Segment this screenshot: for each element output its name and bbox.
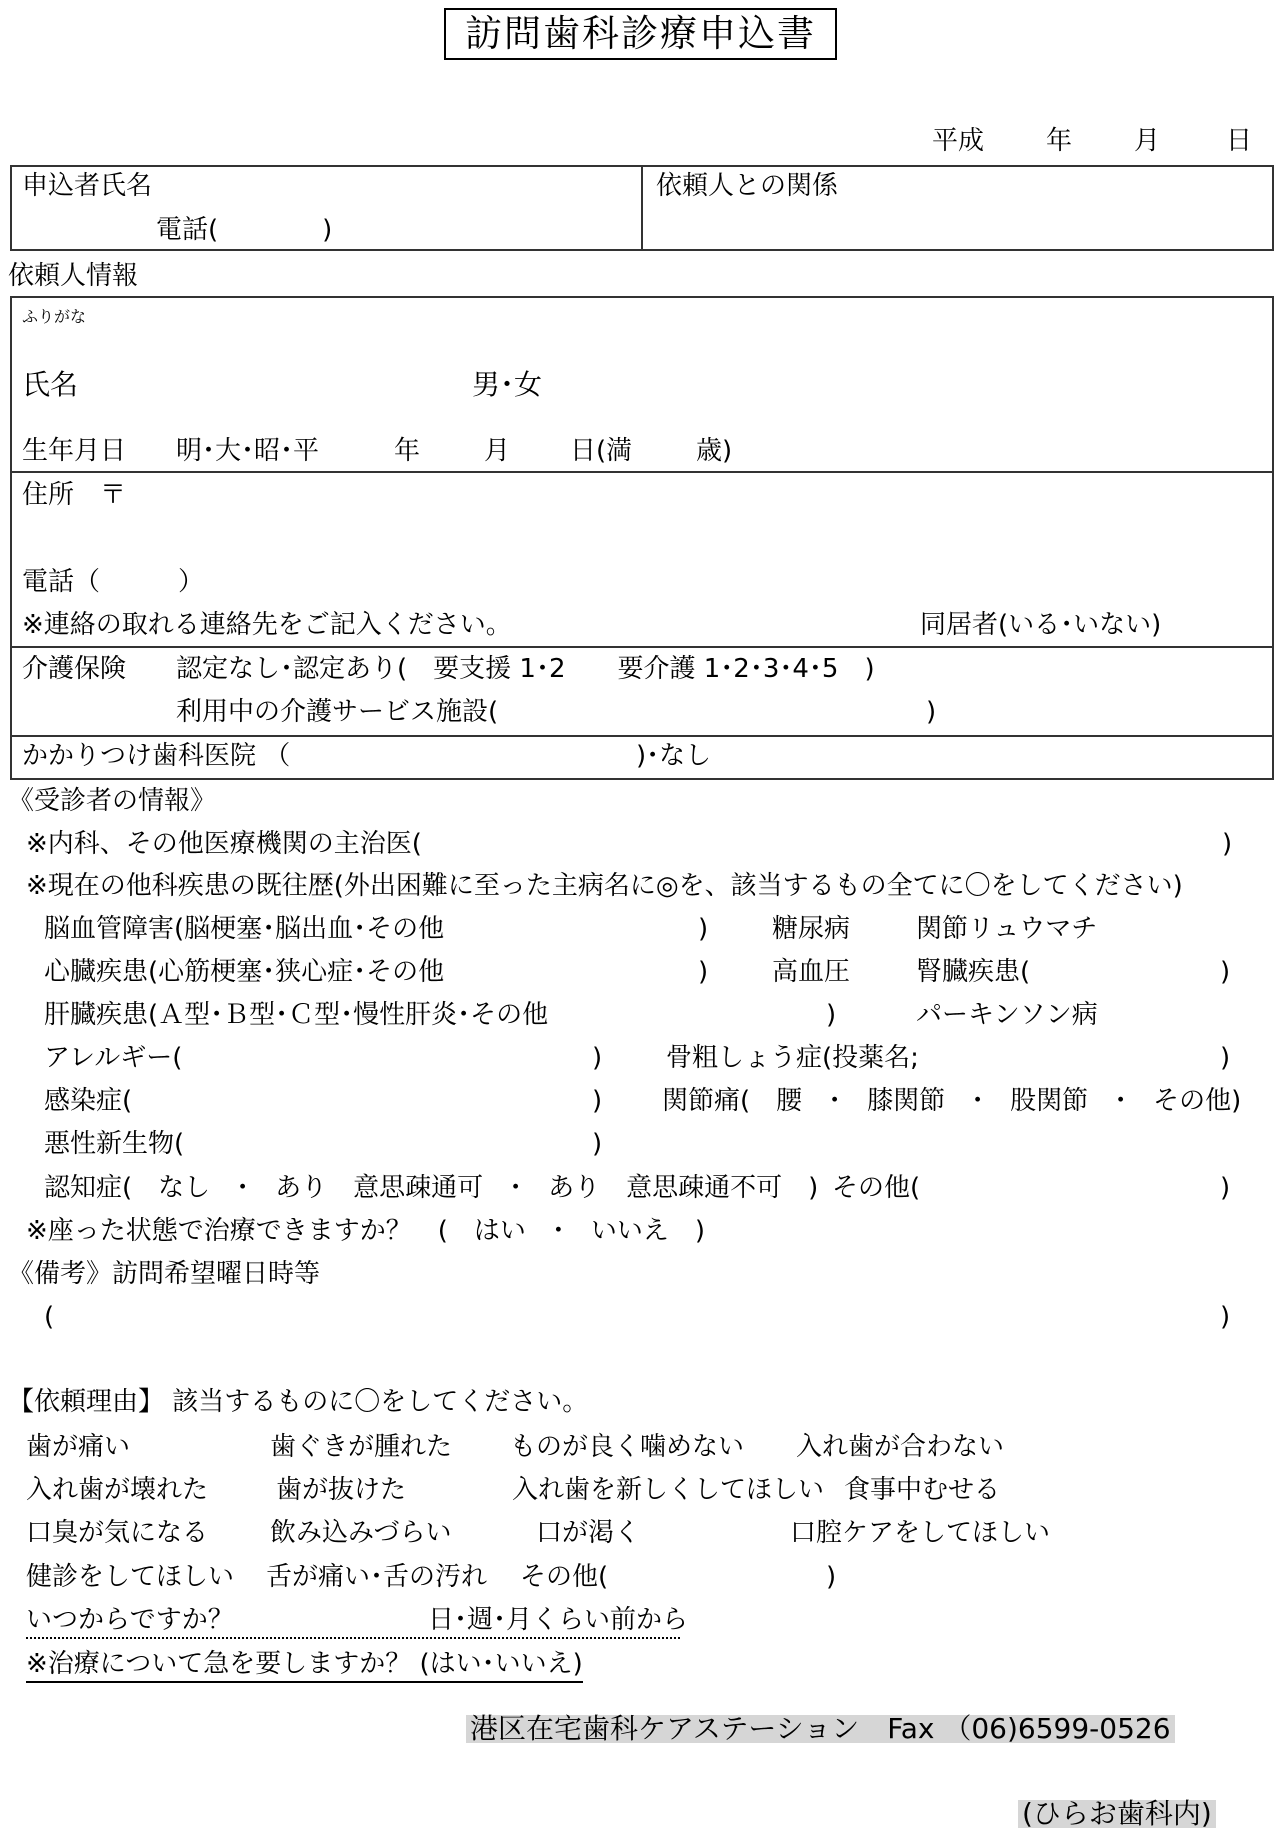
cerebro: 脳血管障害(脳梗塞･脳出血･その他 [44, 914, 445, 944]
close-paren: ) [1220, 957, 1231, 987]
divider [10, 471, 1274, 473]
care-service-close: ) [926, 697, 937, 727]
date-day: 日 [1226, 126, 1253, 156]
reason-item: 入れ歯を新しくしてほしい [512, 1475, 825, 1505]
sitting: ※座った状態で治療できますか？ ( はい ･ いいえ ) [26, 1216, 706, 1246]
reason-item: 口腔ケアをしてほしい [790, 1518, 1051, 1548]
care-service: 利用中の介護サービス施設( [176, 697, 499, 727]
clinic-name: (ひらお歯科内) [1018, 1800, 1216, 1828]
diabetes: 糖尿病 [772, 914, 851, 944]
station-contact: 港区在宅歯科ケアステーション Fax （06)6599-0526 [466, 1715, 1175, 1743]
applicant-name-label: 申込者氏名 [22, 171, 153, 201]
reason-item: 食事中むせる [844, 1475, 1001, 1505]
reason-item: 口が渇く [536, 1518, 641, 1548]
reason-item: 歯が抜けた [276, 1475, 407, 1505]
client-name-label: 氏名 [22, 368, 79, 401]
divider [10, 646, 1274, 648]
date-era: 平成 [932, 126, 985, 156]
birth-day-age: 日(満 [570, 436, 633, 466]
reason-item: 健診をしてほしい [26, 1562, 235, 1592]
physician-close: ) [1222, 829, 1233, 859]
rheuma: 関節リュウマチ [916, 914, 1098, 944]
furigana-label: ふりがな [22, 307, 87, 326]
client-info-label: 依頼人情報 [8, 261, 139, 291]
birth-month: 月 [484, 436, 511, 466]
neoplasm: 悪性新生物( [44, 1129, 185, 1159]
close-paren: ) [698, 914, 709, 944]
client-sex: 男･女 [472, 368, 543, 401]
reason-item: 口臭が気になる [26, 1518, 209, 1548]
reason-item: 飲み込みづらい [270, 1518, 452, 1548]
close-paren: ) [1220, 1173, 1231, 1203]
birth-label: 生年月日 [22, 436, 127, 466]
birth-age-end: 歳) [696, 436, 733, 466]
joint-pain: 関節痛( 腰 ･ 膝関節 ･ 股関節 ･ その他) [662, 1086, 1242, 1116]
remarks-close: ) [1220, 1302, 1231, 1332]
date-year: 年 [1046, 126, 1073, 156]
reason-item: 入れ歯が合わない [796, 1432, 1005, 1462]
remarks-open: ( [44, 1302, 55, 1332]
family-dentist: かかりつけ歯科医院 （ [22, 741, 291, 771]
cohabitant: 同居者(いる･いない) [920, 610, 1162, 640]
kidney: 腎臓疾患( [916, 957, 1031, 987]
birth-year: 年 [394, 436, 421, 466]
reasons-heading: 【依頼理由】 該当するものに〇をしてください。 [8, 1387, 589, 1417]
date-month: 月 [1134, 126, 1161, 156]
patient-info-heading: 《受診者の情報》 [8, 786, 217, 816]
divider [10, 735, 1274, 737]
close-paren: ) [592, 1086, 603, 1116]
reason-item: ) [826, 1562, 837, 1592]
reason-item: 入れ歯が壊れた [26, 1475, 209, 1505]
reason-item: 歯が痛い [26, 1432, 131, 1462]
osteoporosis: 骨粗しょう症(投薬名; [666, 1043, 919, 1073]
since-label: いつからですか？ [26, 1605, 234, 1635]
close-paren: ) [826, 1000, 837, 1030]
allergy: アレルギー( [44, 1043, 183, 1073]
family-dentist-end: )･なし [636, 741, 712, 771]
address-label: 住所 〒 [22, 480, 127, 510]
hypertension: 高血圧 [772, 957, 851, 987]
page-title: 訪問歯科診療申込書 [444, 8, 837, 60]
heart: 心臓疾患(心筋梗塞･狭心症･その他 [44, 957, 445, 987]
close-paren: ) [592, 1043, 603, 1073]
since-value: 日･週･月くらい前から [428, 1605, 689, 1635]
reason-item: その他( [520, 1562, 609, 1592]
dementia: 認知症( なし ･ あり 意思疎通可 ･ あり 意思疎通不可 ) [44, 1173, 819, 1203]
applicant-divider [641, 165, 643, 251]
reason-item: ものが良く噛めない [510, 1432, 745, 1462]
infection: 感染症( [44, 1086, 133, 1116]
history-note: ※現在の他科疾患の既往歴(外出困難に至った主病名に◎を、該当するもの全てに〇をしてください) [26, 871, 1183, 901]
urgent-question: ※治療について急を要しますか？ (はい･いいえ) [26, 1651, 583, 1683]
applicant-phone-label: 電話( ) [156, 215, 333, 245]
birth-eras: 明･大･昭･平 [176, 436, 320, 466]
close-paren: ) [698, 957, 709, 987]
care-insurance-label: 介護保険 [22, 654, 127, 684]
close-paren: ) [592, 1129, 603, 1159]
contact-note: ※連絡の取れる連絡先をご記入ください。 [22, 610, 512, 640]
remarks-heading: 《備考》訪問希望曜日時等 [8, 1259, 321, 1289]
liver: 肝臓疾患(Ａ型･Ｂ型･Ｃ型･慢性肝炎･その他 [44, 1000, 549, 1030]
since-field [26, 1605, 689, 1639]
care-status: 認定なし･認定あり( 要支援 1･2 要介護 1･2･3･4･5 ) [176, 654, 875, 684]
applicant-relation-label: 依頼人との関係 [656, 171, 839, 201]
physician: ※内科、その他医療機関の主治医( [26, 829, 422, 859]
reason-item: 歯ぐきが腫れた [270, 1432, 453, 1462]
parkinson: パーキンソン病 [916, 1000, 1098, 1030]
other: その他( [832, 1173, 921, 1203]
reason-item: 舌が痛い･舌の汚れ [266, 1562, 488, 1592]
client-phone-label: 電話（ ） [22, 567, 205, 597]
close-paren: ) [1220, 1043, 1231, 1073]
